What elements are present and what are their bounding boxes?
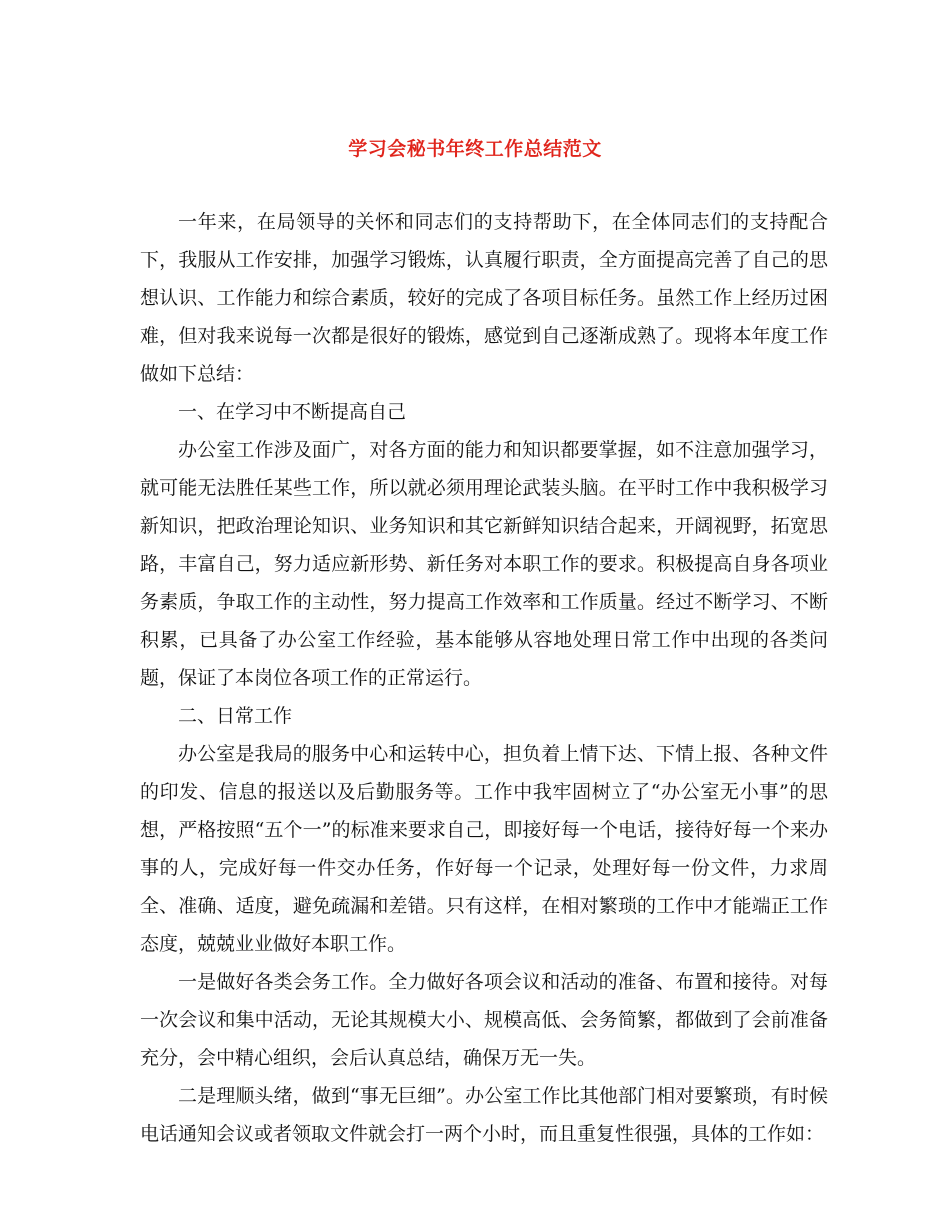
paragraph-details: 二是理顺头绪，做到“事无巨细”。办公室工作比其他部门相对要繁琐，有时候电话通知会议或者领取文件就会打一两个小时，而且重复性很强，具体的工作如： xyxy=(140,1085,828,1145)
document-body xyxy=(140,203,828,1153)
paragraph-intro: 一年来，在局领导的关怀和同志们的支持帮助下，在全体同志们的支持配合下，我服从工作安排，加强学习锻炼，认真履行职责，全方面提高完善了自己的思想认识、工作能力和综合素质，较好的完成了各项目标任务。虽然工作上经历过困难，但对我来说每一次都是很好的锻炼，感觉到自己逐渐成熟了。现将本年度工作做如下总结： xyxy=(140,211,828,385)
paragraph-daily-work: 办公室是我局的服务中心和运转中心，担负着上情下达、下情上报、各种文件的印发、信息的报送以及后勤服务等。工作中我牢固树立了“办公室无小事”的思想，严格按照“五个一”的标准来要求自己，即接好每一个电话，接待好每一个来办事的人，完成好每一件交办任务，作好每一个记录，处理好每一份文件，力求周全、准确、适度，避免疏漏和差错。只有这样，在相对繁琐的工作中才能端正工作态度，兢兢业业做好本职工作。 xyxy=(140,743,828,955)
section-heading-study: 一、在学习中不断提高自己 xyxy=(178,401,407,423)
section-heading-daily-work: 二、日常工作 xyxy=(178,705,293,727)
paragraph-study: 办公室工作涉及面广，对各方面的能力和知识都要掌握，如不注意加强学习，就可能无法胜任某些工作，所以就必须用理论武装头脑。在平时工作中我积极学习新知识，把政治理论知识、业务知识和其它新鲜知识结合起来，开阔视野，拓宽思路，丰富自己，努力适应新形势、新任务对本职工作的要求。积极提高自身各项业务素质，争取工作的主动性，努力提高工作效率和工作质量。经过不断学习、不断积累，已具备了办公室工作经验，基本能够从容地处理日常工作中出现的各类问题，保证了本岗位各项工作的正常运行。 xyxy=(140,439,828,689)
paragraph-meetings: 一是做好各类会务工作。全力做好各项会议和活动的准备、布置和接待。对每一次会议和集中活动，无论其规模大小、规模高低、会务简繁，都做到了会前准备充分，会中精心组织，会后认真总结，确保万无一失。 xyxy=(140,971,828,1069)
document-title: 学习会秘书年终工作总结范文 xyxy=(348,138,602,160)
